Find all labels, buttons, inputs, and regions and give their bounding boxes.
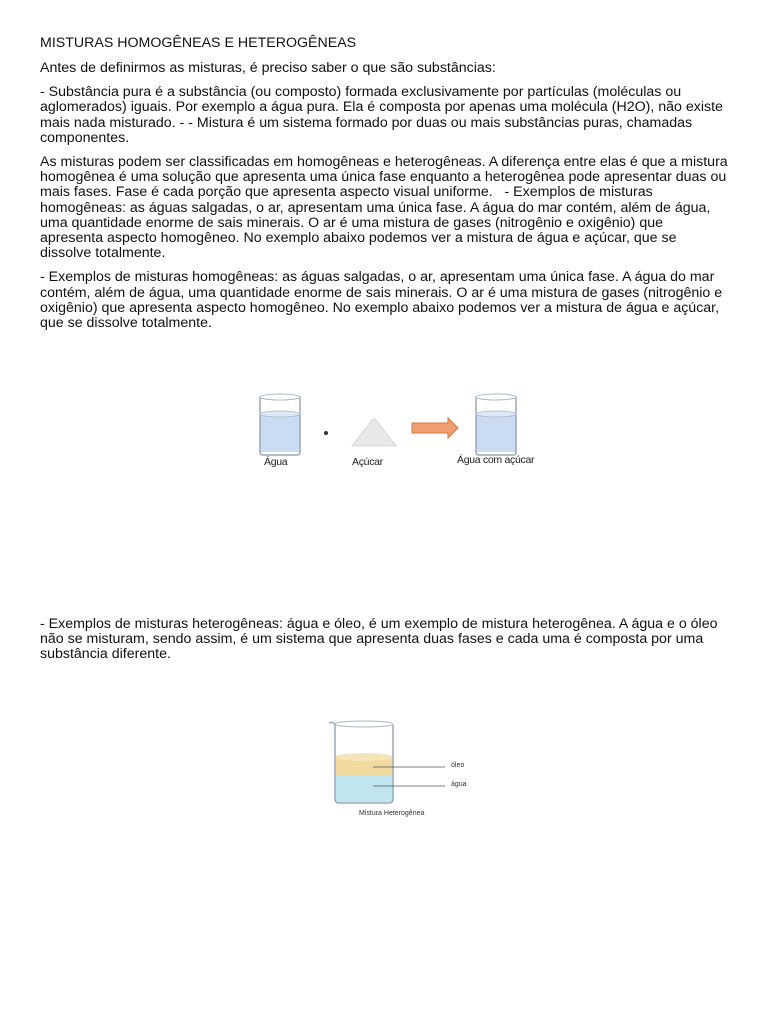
arrow-right-icon xyxy=(412,418,458,438)
heterogeneous-section xyxy=(40,617,730,672)
classification-paragraph: As misturas podem ser classificadas em homogêneas e heterogêneas. A diferença entre elas é que a mistura homogênea é uma solução que apresenta uma única fase enquanto a heterogênea pode apresentar duas ou mais fases. Fase é cada porção que apresenta aspecto visual uniforme. - Exemplos de misturas homogêneas: as águas salgadas, o ar, apresentam uma única fase. A água do mar contém, além de água, uma quantidade enorme de sais minerais. O ar é uma mistura de gases (nitrogênio e oxigênio) que apresenta aspecto homogêneo. No exemplo abaixo podemos ver a mistura de água e açúcar, que se dissolve totalmente. xyxy=(40,154,732,262)
intro-paragraph: Antes de definirmos as misturas, é preciso saber o que são substâncias: xyxy=(40,60,496,76)
oil-label: óleo xyxy=(451,762,465,769)
page-title: MISTURAS HOMOGÊNEAS E HETEROGÊNEAS xyxy=(40,35,357,51)
water-label-2: água xyxy=(451,781,467,788)
sugar-label: Açúcar xyxy=(352,456,383,468)
water-beaker-icon xyxy=(260,394,300,455)
document-body xyxy=(40,34,730,340)
heterogeneous-beaker-illustration xyxy=(325,715,485,825)
water-label: Água xyxy=(264,456,288,468)
heterogeneous-examples-paragraph: - Exemplos de misturas heterogêneas: água e óleo, é um exemplo de mistura heterogênea. A água e o óleo não se misturam, sendo assim, é um sistema que apresenta duas fases e cada uma é composta por uma substância diferente. xyxy=(40,616,722,663)
homogeneous-examples-paragraph: - Exemplos de misturas homogêneas: as águas salgadas, o ar, apresentam uma única fase. A água do mar contém, além de água, uma quantidade enorme de sais minerais. O ar é uma mistura de gases (nitrogênio e oxigênio) que apresenta aspecto homogêneo. No exemplo abaixo podemos ver a mistura de água e açúcar, que se dissolve totalmente. xyxy=(40,269,727,332)
heterogeneous-mixture-figure xyxy=(325,715,485,825)
beaker-icon xyxy=(329,721,393,803)
homogeneous-mixture-figure xyxy=(250,392,560,477)
sugar-pile-icon xyxy=(352,419,396,446)
heterogeneous-caption: Mistura Heterogênea xyxy=(359,810,425,817)
sugared-water-beaker-icon xyxy=(476,394,516,455)
substance-paragraph: - Substância pura é a substância (ou composto) formada exclusivamente por partículas (moléculas ou aglomerados) iguais. Por exemplo a água pura. Ela é composta por apenas uma molécula (H2O), não existe mais nada misturado. - - Mistura é um sistema formado por duas ou mais substâncias puras, chamadas componentes. xyxy=(40,84,727,146)
sugared-water-label: Água com açúcar xyxy=(457,454,535,466)
plus-dot-icon xyxy=(324,431,328,435)
